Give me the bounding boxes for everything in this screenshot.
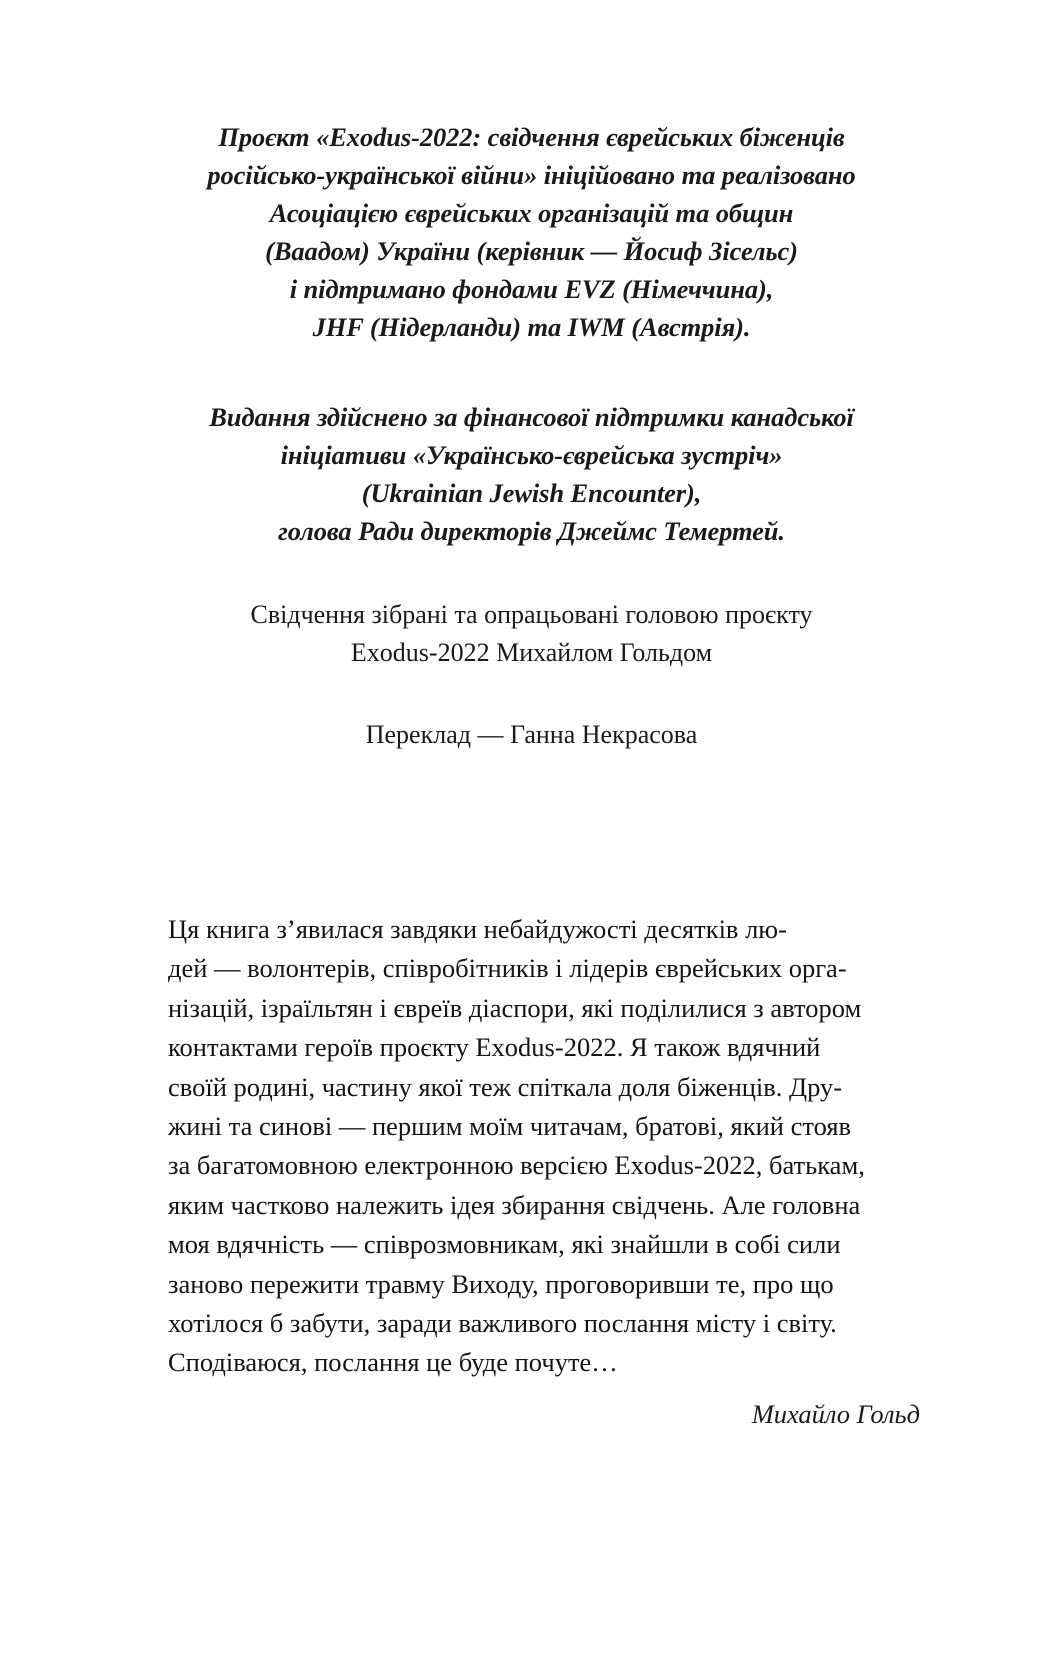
translator-line: Переклад — Ганна Некрасова bbox=[365, 720, 698, 749]
acknowledgement-line: яким частково належить ідея збирання свідчень. Але головна bbox=[168, 1189, 861, 1220]
funders-credit-line: JHF (Нідерланди) та IWM (Австрія). bbox=[312, 312, 751, 342]
acknowledgement-line: нізацій, ізраїльтян і євреїв діаспори, які поділилися з автором bbox=[168, 992, 862, 1023]
acknowledgement-line: своїй родині, частину якої теж спіткала доля біженців. Дру- bbox=[168, 1071, 843, 1102]
funders-credit-line: і підтримано фондами EVZ (Німеччина), bbox=[289, 274, 774, 304]
funders-credit-line: російсько-української війни» ініційовано та реалізовано bbox=[207, 160, 856, 190]
collected-by-line: Exodus-2022 Михайлом Гольдом bbox=[350, 638, 713, 667]
funders-credit-line: Проєкт «Exodus-2022: свідчення єврейських біженців bbox=[218, 122, 845, 152]
acknowledgement-section bbox=[168, 910, 920, 1434]
canada-support-line: ініціативи «Українсько-єврейська зустріч» bbox=[280, 440, 783, 470]
acknowledgement-line: Ця книга з’явилася завдяки небайдужості десятків лю- bbox=[168, 914, 787, 944]
funders-credit-block bbox=[0, 118, 1063, 346]
acknowledgement-line: контактами героїв проєкту Exodus-2022. Я також вдячний bbox=[168, 1032, 821, 1063]
credits-section bbox=[0, 118, 1063, 754]
acknowledgement-line: моя вдячність — співрозмовникам, які знайшли в собі сили bbox=[168, 1229, 841, 1260]
author-signature: Михайло Гольд bbox=[751, 1398, 920, 1429]
acknowledgement-line: Сподіваюся, послання це буде почуте… bbox=[168, 1347, 618, 1378]
acknowledgement-line: жині та синові — першим моїм читачам, братові, який стояв bbox=[168, 1111, 852, 1142]
acknowledgement-line: хотілося б забути, заради важливого послання місту і світу. bbox=[168, 1308, 837, 1339]
acknowledgement-line: дей — волонтерів, співробітників і лідерів єврейських орга- bbox=[168, 953, 847, 984]
translator-block bbox=[0, 716, 1063, 754]
canada-support-line: голова Ради директорів Джеймс Темертей. bbox=[278, 516, 785, 546]
canada-support-line: Видання здійснено за фінансової підтримки канадської bbox=[209, 402, 854, 432]
canada-support-line: (Ukrainian Jewish Encounter), bbox=[361, 478, 702, 508]
canada-support-block bbox=[0, 398, 1063, 550]
collected-by-line: Свідчення зібрані та опрацьовані головою проєкту bbox=[250, 600, 813, 629]
acknowledgement-line: за багатомовною електронною версією Exodus-2022, батькам, bbox=[168, 1150, 865, 1181]
acknowledgement-line: заново пережити травму Виходу, проговоривши те, про що bbox=[168, 1268, 834, 1299]
collected-by-block bbox=[0, 596, 1063, 672]
funders-credit-line: (Ваадом) України (керівник — Йосиф Зісельс) bbox=[265, 236, 798, 266]
funders-credit-line: Асоціацією єврейських організацій та общин bbox=[269, 198, 794, 228]
